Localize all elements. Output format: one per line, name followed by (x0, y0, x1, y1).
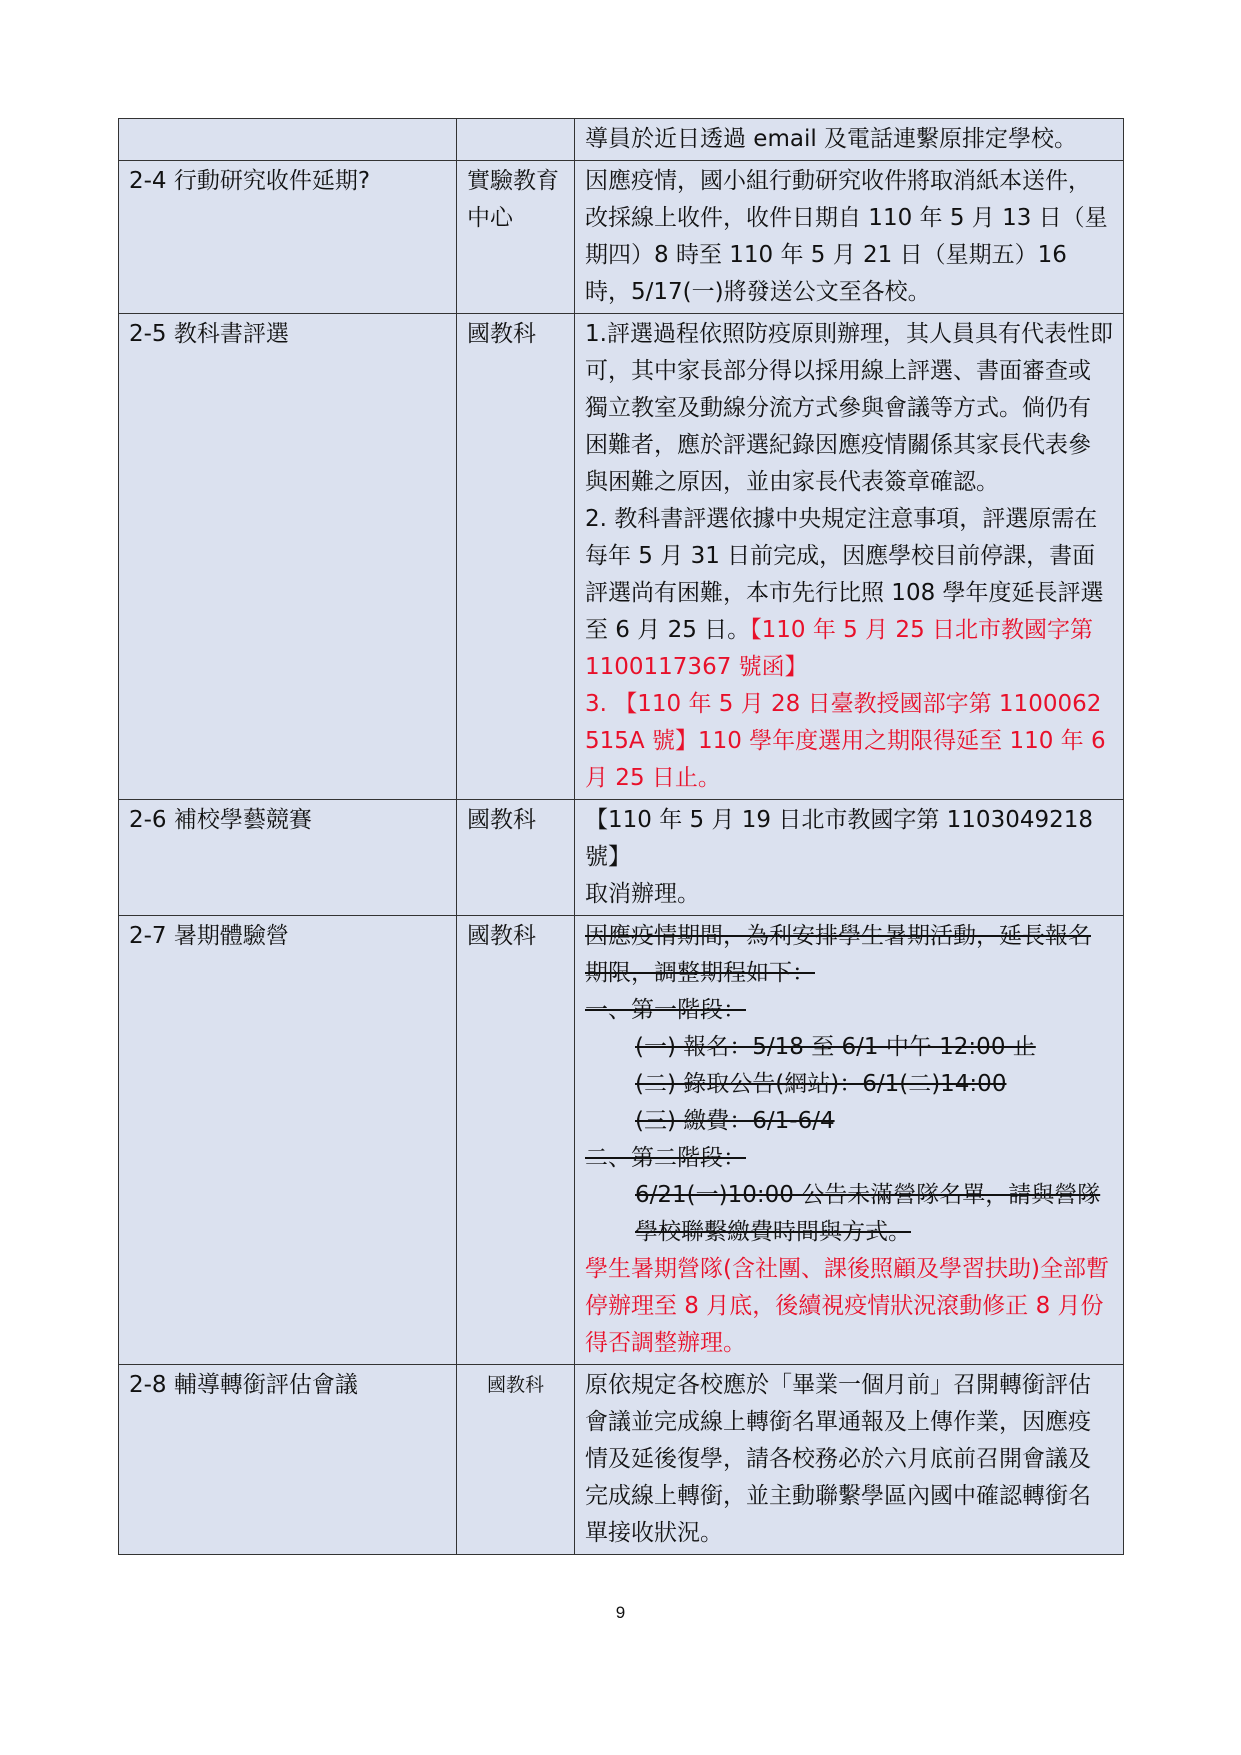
table-row (119, 1365, 1124, 1555)
dept-cell: 國教科 (457, 1365, 575, 1555)
content-cell (575, 161, 1124, 314)
page-number: 9 (615, 1603, 626, 1622)
dept-cell: 國教科 (457, 314, 575, 800)
dept-cell (457, 119, 575, 161)
content-text: 導員於近日透過 email 及電話連繫原排定學校。 (585, 126, 1078, 152)
table-row (119, 161, 1124, 314)
struck-text: (三) 繳費：6/1-6/4 (635, 1108, 835, 1134)
struck-text: 一、第一階段： (585, 997, 746, 1023)
item-cell: 2-8 輔導轉銜評估會議 (119, 1365, 457, 1555)
table-row (119, 119, 1124, 161)
struck-text: 6/21(一)10:00 公告未滿營隊名單，請與營隊學校聯繫繳費時間與方式。 (635, 1182, 1101, 1245)
content-cell (575, 119, 1124, 161)
red-content-text: 3. 【110 年 5 月 28 日臺教授國部字第 1100062515A 號】110 學年度選用之期限得延至 110 年 6 月 25 日止。 (585, 691, 1106, 791)
content-text: 2. 教科書評選依據中央規定注意事項，評選原需在每年 5 月 31 日前完成，因應學校目前停課，書面評選尚有困難，本市先行比照 108 學年度延長評選至 6 月 25 日。 (585, 506, 1104, 643)
document-table (118, 118, 1124, 1555)
item-cell: 2-6 補校學藝競賽 (119, 800, 457, 916)
content-cell (575, 800, 1124, 916)
red-content-text: 學生暑期營隊(含社團、課後照顧及學習扶助)全部暫停辦理至 8 月底，後續視疫情狀況滾動修正 8 月份得否調整辦理。 (585, 1256, 1109, 1356)
table-row (119, 916, 1124, 1365)
content-cell (575, 916, 1124, 1365)
table-row (119, 800, 1124, 916)
red-reference: 【110 年 5 月 25 日北市教國字第 1100117367 號函】 (585, 617, 1094, 680)
struck-text: (二) 錄取公告(網站)：6/1(二)14:00 (635, 1071, 1007, 1097)
table-row (119, 314, 1124, 800)
struck-text: (一) 報名：5/18 至 6/1 中午 12:00 止 (635, 1034, 1036, 1060)
struck-text: 二、第二階段： (585, 1145, 746, 1171)
content-text: 原依規定各校應於「畢業一個月前」召開轉銜評估會議並完成線上轉銜名單通報及上傳作業，因應疫情及延後復學，請各校務必於六月底前召開會議及完成線上轉銜，並主動聯繫學區內國中確認轉銜名單接收狀況。 (585, 1372, 1091, 1546)
content-text: 取消辦理。 (585, 881, 700, 907)
content-text: 【110 年 5 月 19 日北市教國字第 1103049218 號】 (585, 807, 1093, 870)
item-cell: 2-7 暑期體驗營 (119, 916, 457, 1365)
item-cell (119, 119, 457, 161)
content-cell (575, 1365, 1124, 1555)
dept-cell: 國教科 (457, 916, 575, 1365)
content-cell (575, 314, 1124, 800)
content-text: 1.評選過程依照防疫原則辦理，其人員具有代表性即可，其中家長部分得以採用線上評選、書面審查或獨立教室及動線分流方式參與會議等方式。倘仍有困難者，應於評選紀錄因應疫情關係其家長代表參與困難之原因，並由家長代表簽章確認。 (585, 321, 1113, 495)
struck-text: 因應疫情期間，為利安排學生暑期活動，延長報名期限，調整期程如下： (585, 923, 1091, 986)
item-cell: 2-4 行動研究收件延期? (119, 161, 457, 314)
content-text: 因應疫情，國小組行動研究收件將取消紙本送件，改採線上收件，收件日期自 110 年 5 月 13 日（星期四）8 時至 110 年 5 月 21 日（星期五）16 時，5/17(一)將發送公文至各校。 (585, 168, 1108, 305)
dept-cell: 實驗教育中心 (457, 161, 575, 314)
content-paragraph (585, 501, 1113, 686)
item-cell: 2-5 教科書評選 (119, 314, 457, 800)
dept-cell: 國教科 (457, 800, 575, 916)
